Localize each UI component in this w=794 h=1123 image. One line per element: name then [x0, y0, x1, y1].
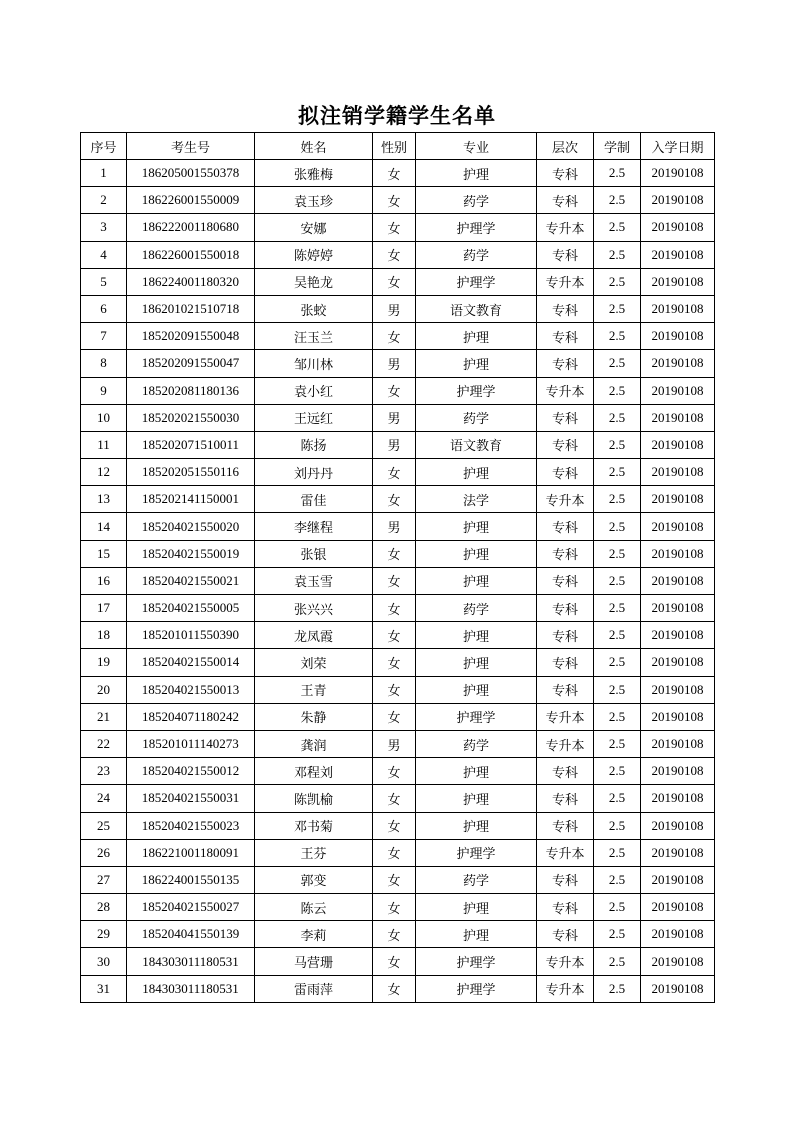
cell-exam-id: 185202021550030	[127, 404, 255, 431]
cell-level: 专科	[537, 785, 594, 812]
header-gender: 性别	[373, 133, 416, 160]
cell-exam-id: 185204021550019	[127, 540, 255, 567]
cell-name: 龚润	[255, 730, 373, 757]
cell-name: 袁玉雪	[255, 567, 373, 594]
cell-major: 语文教育	[416, 295, 537, 322]
cell-name: 张银	[255, 540, 373, 567]
table-row	[81, 948, 715, 975]
cell-major: 护理学	[416, 268, 537, 295]
cell-duration: 2.5	[594, 323, 641, 350]
cell-exam-id: 185201011550390	[127, 622, 255, 649]
cell-seq: 8	[81, 350, 127, 377]
cell-enroll-date: 20190108	[641, 323, 715, 350]
cell-seq: 31	[81, 975, 127, 1002]
cell-gender: 女	[373, 377, 416, 404]
cell-duration: 2.5	[594, 268, 641, 295]
cell-level: 专升本	[537, 975, 594, 1002]
cell-duration: 2.5	[594, 975, 641, 1002]
cell-exam-id: 186226001550018	[127, 241, 255, 268]
cell-major: 护理	[416, 676, 537, 703]
cell-name: 安娜	[255, 214, 373, 241]
cell-duration: 2.5	[594, 649, 641, 676]
cell-exam-id: 185204041550139	[127, 921, 255, 948]
cell-enroll-date: 20190108	[641, 404, 715, 431]
table-row	[81, 622, 715, 649]
cell-level: 专升本	[537, 377, 594, 404]
cell-major: 护理学	[416, 703, 537, 730]
cell-enroll-date: 20190108	[641, 948, 715, 975]
cell-exam-id: 185204021550014	[127, 649, 255, 676]
cell-gender: 女	[373, 567, 416, 594]
cell-exam-id: 185202051550116	[127, 459, 255, 486]
cell-name: 王远红	[255, 404, 373, 431]
cell-name: 袁小红	[255, 377, 373, 404]
cell-enroll-date: 20190108	[641, 214, 715, 241]
cell-level: 专科	[537, 812, 594, 839]
page-title: 拟注销学籍学生名单	[298, 103, 496, 128]
cell-seq: 29	[81, 921, 127, 948]
cell-gender: 女	[373, 866, 416, 893]
cell-gender: 女	[373, 812, 416, 839]
table-header-row	[81, 133, 715, 160]
table-row	[81, 214, 715, 241]
cell-name: 张蛟	[255, 295, 373, 322]
cell-gender: 女	[373, 758, 416, 785]
cell-gender: 女	[373, 649, 416, 676]
cell-name: 陈云	[255, 894, 373, 921]
cell-seq: 15	[81, 540, 127, 567]
cell-duration: 2.5	[594, 404, 641, 431]
cell-duration: 2.5	[594, 785, 641, 812]
cell-enroll-date: 20190108	[641, 513, 715, 540]
cell-seq: 6	[81, 295, 127, 322]
cell-gender: 女	[373, 839, 416, 866]
cell-seq: 16	[81, 567, 127, 594]
cell-major: 护理	[416, 459, 537, 486]
cell-duration: 2.5	[594, 595, 641, 622]
cell-gender: 男	[373, 513, 416, 540]
cell-level: 专升本	[537, 839, 594, 866]
cell-enroll-date: 20190108	[641, 268, 715, 295]
cell-major: 药学	[416, 730, 537, 757]
header-name: 姓名	[255, 133, 373, 160]
cell-major: 药学	[416, 866, 537, 893]
cell-level: 专科	[537, 622, 594, 649]
table-row	[81, 649, 715, 676]
table-row	[81, 513, 715, 540]
cell-seq: 23	[81, 758, 127, 785]
cell-exam-id: 185204021550021	[127, 567, 255, 594]
cell-level: 专科	[537, 567, 594, 594]
cell-exam-id: 185204021550020	[127, 513, 255, 540]
cell-major: 护理	[416, 921, 537, 948]
table-row	[81, 350, 715, 377]
cell-major: 护理	[416, 540, 537, 567]
cell-seq: 7	[81, 323, 127, 350]
cell-name: 邹川林	[255, 350, 373, 377]
cell-name: 邓程刘	[255, 758, 373, 785]
cell-gender: 女	[373, 703, 416, 730]
cell-seq: 17	[81, 595, 127, 622]
table-row	[81, 730, 715, 757]
cell-duration: 2.5	[594, 866, 641, 893]
cell-enroll-date: 20190108	[641, 431, 715, 458]
cell-enroll-date: 20190108	[641, 160, 715, 187]
cell-duration: 2.5	[594, 187, 641, 214]
cell-name: 陈扬	[255, 431, 373, 458]
cell-gender: 女	[373, 975, 416, 1002]
cell-seq: 5	[81, 268, 127, 295]
cell-enroll-date: 20190108	[641, 540, 715, 567]
cell-gender: 女	[373, 622, 416, 649]
cell-seq: 24	[81, 785, 127, 812]
table-row	[81, 431, 715, 458]
cell-duration: 2.5	[594, 350, 641, 377]
cell-level: 专科	[537, 649, 594, 676]
cell-seq: 20	[81, 676, 127, 703]
cell-gender: 女	[373, 214, 416, 241]
cell-enroll-date: 20190108	[641, 567, 715, 594]
cell-enroll-date: 20190108	[641, 866, 715, 893]
table-row	[81, 785, 715, 812]
cell-name: 张雅梅	[255, 160, 373, 187]
cell-duration: 2.5	[594, 839, 641, 866]
cell-major: 护理学	[416, 839, 537, 866]
cell-exam-id: 185204021550027	[127, 894, 255, 921]
cell-exam-id: 185202091550047	[127, 350, 255, 377]
cell-gender: 男	[373, 431, 416, 458]
cell-enroll-date: 20190108	[641, 622, 715, 649]
cell-seq: 2	[81, 187, 127, 214]
cell-level: 专科	[537, 187, 594, 214]
cell-level: 专升本	[537, 214, 594, 241]
cell-seq: 26	[81, 839, 127, 866]
cell-enroll-date: 20190108	[641, 676, 715, 703]
cell-enroll-date: 20190108	[641, 295, 715, 322]
cell-name: 王青	[255, 676, 373, 703]
cell-enroll-date: 20190108	[641, 350, 715, 377]
header-seq: 序号	[81, 133, 127, 160]
cell-major: 护理	[416, 812, 537, 839]
cell-duration: 2.5	[594, 676, 641, 703]
cell-major: 药学	[416, 404, 537, 431]
cell-seq: 14	[81, 513, 127, 540]
table-row	[81, 839, 715, 866]
cell-seq: 3	[81, 214, 127, 241]
cell-level: 专科	[537, 350, 594, 377]
cell-seq: 27	[81, 866, 127, 893]
table-row	[81, 812, 715, 839]
cell-duration: 2.5	[594, 295, 641, 322]
cell-level: 专科	[537, 241, 594, 268]
cell-level: 专升本	[537, 486, 594, 513]
cell-seq: 22	[81, 730, 127, 757]
cell-duration: 2.5	[594, 160, 641, 187]
cell-duration: 2.5	[594, 622, 641, 649]
cell-level: 专科	[537, 431, 594, 458]
cell-level: 专升本	[537, 948, 594, 975]
table-row	[81, 676, 715, 703]
cell-duration: 2.5	[594, 377, 641, 404]
cell-duration: 2.5	[594, 214, 641, 241]
cell-enroll-date: 20190108	[641, 595, 715, 622]
cell-exam-id: 185204021550013	[127, 676, 255, 703]
cell-gender: 女	[373, 187, 416, 214]
cell-gender: 女	[373, 595, 416, 622]
header-major: 专业	[416, 133, 537, 160]
cell-enroll-date: 20190108	[641, 785, 715, 812]
cell-enroll-date: 20190108	[641, 812, 715, 839]
cell-level: 专科	[537, 595, 594, 622]
header-duration: 学制	[594, 133, 641, 160]
cell-name: 陈婷婷	[255, 241, 373, 268]
cell-name: 汪玉兰	[255, 323, 373, 350]
cell-exam-id: 185204021550031	[127, 785, 255, 812]
cell-exam-id: 184303011180531	[127, 975, 255, 1002]
cell-enroll-date: 20190108	[641, 459, 715, 486]
cell-major: 护理	[416, 350, 537, 377]
cell-duration: 2.5	[594, 921, 641, 948]
cell-name: 邓书菊	[255, 812, 373, 839]
cell-enroll-date: 20190108	[641, 241, 715, 268]
cell-enroll-date: 20190108	[641, 921, 715, 948]
cell-duration: 2.5	[594, 540, 641, 567]
cell-exam-id: 185202141150001	[127, 486, 255, 513]
cell-exam-id: 185202091550048	[127, 323, 255, 350]
table-row	[81, 595, 715, 622]
table-row	[81, 486, 715, 513]
table-row	[81, 567, 715, 594]
cell-seq: 9	[81, 377, 127, 404]
cell-name: 马营珊	[255, 948, 373, 975]
cell-enroll-date: 20190108	[641, 730, 715, 757]
cell-seq: 12	[81, 459, 127, 486]
cell-major: 护理	[416, 323, 537, 350]
cell-gender: 女	[373, 459, 416, 486]
cell-enroll-date: 20190108	[641, 377, 715, 404]
cell-seq: 25	[81, 812, 127, 839]
cell-major: 护理	[416, 758, 537, 785]
cell-level: 专科	[537, 676, 594, 703]
cell-gender: 女	[373, 486, 416, 513]
cell-duration: 2.5	[594, 948, 641, 975]
cell-level: 专科	[537, 404, 594, 431]
cell-exam-id: 186226001550009	[127, 187, 255, 214]
cell-major: 药学	[416, 187, 537, 214]
cell-enroll-date: 20190108	[641, 894, 715, 921]
table-row	[81, 323, 715, 350]
cell-gender: 女	[373, 540, 416, 567]
cell-seq: 28	[81, 894, 127, 921]
cell-major: 药学	[416, 595, 537, 622]
cell-major: 护理学	[416, 975, 537, 1002]
cell-level: 专科	[537, 540, 594, 567]
cell-level: 专科	[537, 894, 594, 921]
cell-exam-id: 185202071510011	[127, 431, 255, 458]
table-row	[81, 160, 715, 187]
cell-duration: 2.5	[594, 241, 641, 268]
table-row	[81, 241, 715, 268]
table-row	[81, 459, 715, 486]
cell-duration: 2.5	[594, 459, 641, 486]
cell-name: 刘荣	[255, 649, 373, 676]
cell-major: 护理	[416, 894, 537, 921]
cell-level: 专升本	[537, 703, 594, 730]
cell-name: 李莉	[255, 921, 373, 948]
cell-major: 护理	[416, 622, 537, 649]
cell-name: 雷佳	[255, 486, 373, 513]
cell-gender: 女	[373, 948, 416, 975]
cell-major: 护理学	[416, 214, 537, 241]
cell-enroll-date: 20190108	[641, 187, 715, 214]
cell-exam-id: 186224001550135	[127, 866, 255, 893]
cell-exam-id: 185204021550005	[127, 595, 255, 622]
cell-level: 专科	[537, 513, 594, 540]
cell-name: 龙凤霞	[255, 622, 373, 649]
cell-name: 王芬	[255, 839, 373, 866]
cell-major: 药学	[416, 241, 537, 268]
table-row	[81, 866, 715, 893]
cell-seq: 4	[81, 241, 127, 268]
cell-level: 专科	[537, 295, 594, 322]
cell-major: 语文教育	[416, 431, 537, 458]
cell-gender: 女	[373, 921, 416, 948]
cell-name: 刘丹丹	[255, 459, 373, 486]
cell-enroll-date: 20190108	[641, 649, 715, 676]
table-row	[81, 758, 715, 785]
cell-gender: 女	[373, 241, 416, 268]
cell-gender: 女	[373, 785, 416, 812]
table-row	[81, 703, 715, 730]
cell-exam-id: 186201021510718	[127, 295, 255, 322]
header-level: 层次	[537, 133, 594, 160]
cell-gender: 男	[373, 730, 416, 757]
cell-seq: 19	[81, 649, 127, 676]
cell-name: 朱静	[255, 703, 373, 730]
table-row	[81, 921, 715, 948]
cell-name: 张兴兴	[255, 595, 373, 622]
cell-exam-id: 186205001550378	[127, 160, 255, 187]
cell-name: 郭变	[255, 866, 373, 893]
header-enroll-date: 入学日期	[641, 133, 715, 160]
cell-level: 专科	[537, 758, 594, 785]
cell-exam-id: 185201011140273	[127, 730, 255, 757]
cell-major: 护理	[416, 567, 537, 594]
cell-duration: 2.5	[594, 567, 641, 594]
cell-seq: 18	[81, 622, 127, 649]
cell-exam-id: 185204021550012	[127, 758, 255, 785]
cell-duration: 2.5	[594, 431, 641, 458]
cell-name: 袁玉珍	[255, 187, 373, 214]
cell-exam-id: 186222001180680	[127, 214, 255, 241]
cell-gender: 女	[373, 323, 416, 350]
cell-major: 法学	[416, 486, 537, 513]
table-row	[81, 975, 715, 1002]
cell-enroll-date: 20190108	[641, 975, 715, 1002]
cell-seq: 11	[81, 431, 127, 458]
cell-enroll-date: 20190108	[641, 486, 715, 513]
cell-exam-id: 185204021550023	[127, 812, 255, 839]
cell-duration: 2.5	[594, 513, 641, 540]
cell-level: 专科	[537, 323, 594, 350]
cell-enroll-date: 20190108	[641, 703, 715, 730]
cell-name: 吴艳龙	[255, 268, 373, 295]
cell-level: 专升本	[537, 730, 594, 757]
table-row	[81, 187, 715, 214]
cell-duration: 2.5	[594, 486, 641, 513]
cell-gender: 女	[373, 676, 416, 703]
cell-seq: 1	[81, 160, 127, 187]
cell-seq: 21	[81, 703, 127, 730]
cell-duration: 2.5	[594, 703, 641, 730]
cell-seq: 30	[81, 948, 127, 975]
cell-name: 陈凯榆	[255, 785, 373, 812]
cell-duration: 2.5	[594, 730, 641, 757]
cell-duration: 2.5	[594, 758, 641, 785]
cell-major: 护理	[416, 649, 537, 676]
cell-major: 护理	[416, 513, 537, 540]
cell-seq: 10	[81, 404, 127, 431]
table-row	[81, 377, 715, 404]
cell-duration: 2.5	[594, 812, 641, 839]
cell-level: 专科	[537, 866, 594, 893]
cell-level: 专科	[537, 459, 594, 486]
cell-enroll-date: 20190108	[641, 758, 715, 785]
cell-exam-id: 186224001180320	[127, 268, 255, 295]
cell-exam-id: 185202081180136	[127, 377, 255, 404]
table-row	[81, 540, 715, 567]
cell-name: 雷雨萍	[255, 975, 373, 1002]
cell-exam-id: 186221001180091	[127, 839, 255, 866]
student-roster-table	[80, 132, 715, 1003]
cell-level: 专科	[537, 160, 594, 187]
cell-gender: 男	[373, 295, 416, 322]
cell-level: 专升本	[537, 268, 594, 295]
cell-major: 护理学	[416, 948, 537, 975]
cell-level: 专科	[537, 921, 594, 948]
table-body	[81, 160, 715, 1003]
table-row	[81, 268, 715, 295]
cell-exam-id: 185204071180242	[127, 703, 255, 730]
cell-gender: 女	[373, 894, 416, 921]
cell-gender: 男	[373, 404, 416, 431]
table-row	[81, 295, 715, 322]
cell-name: 李继程	[255, 513, 373, 540]
cell-gender: 女	[373, 160, 416, 187]
cell-gender: 男	[373, 350, 416, 377]
table-row	[81, 404, 715, 431]
table-row	[81, 894, 715, 921]
cell-major: 护理学	[416, 377, 537, 404]
cell-gender: 女	[373, 268, 416, 295]
cell-exam-id: 184303011180531	[127, 948, 255, 975]
cell-seq: 13	[81, 486, 127, 513]
cell-enroll-date: 20190108	[641, 839, 715, 866]
cell-major: 护理	[416, 160, 537, 187]
cell-duration: 2.5	[594, 894, 641, 921]
cell-major: 护理	[416, 785, 537, 812]
header-exam-id: 考生号	[127, 133, 255, 160]
